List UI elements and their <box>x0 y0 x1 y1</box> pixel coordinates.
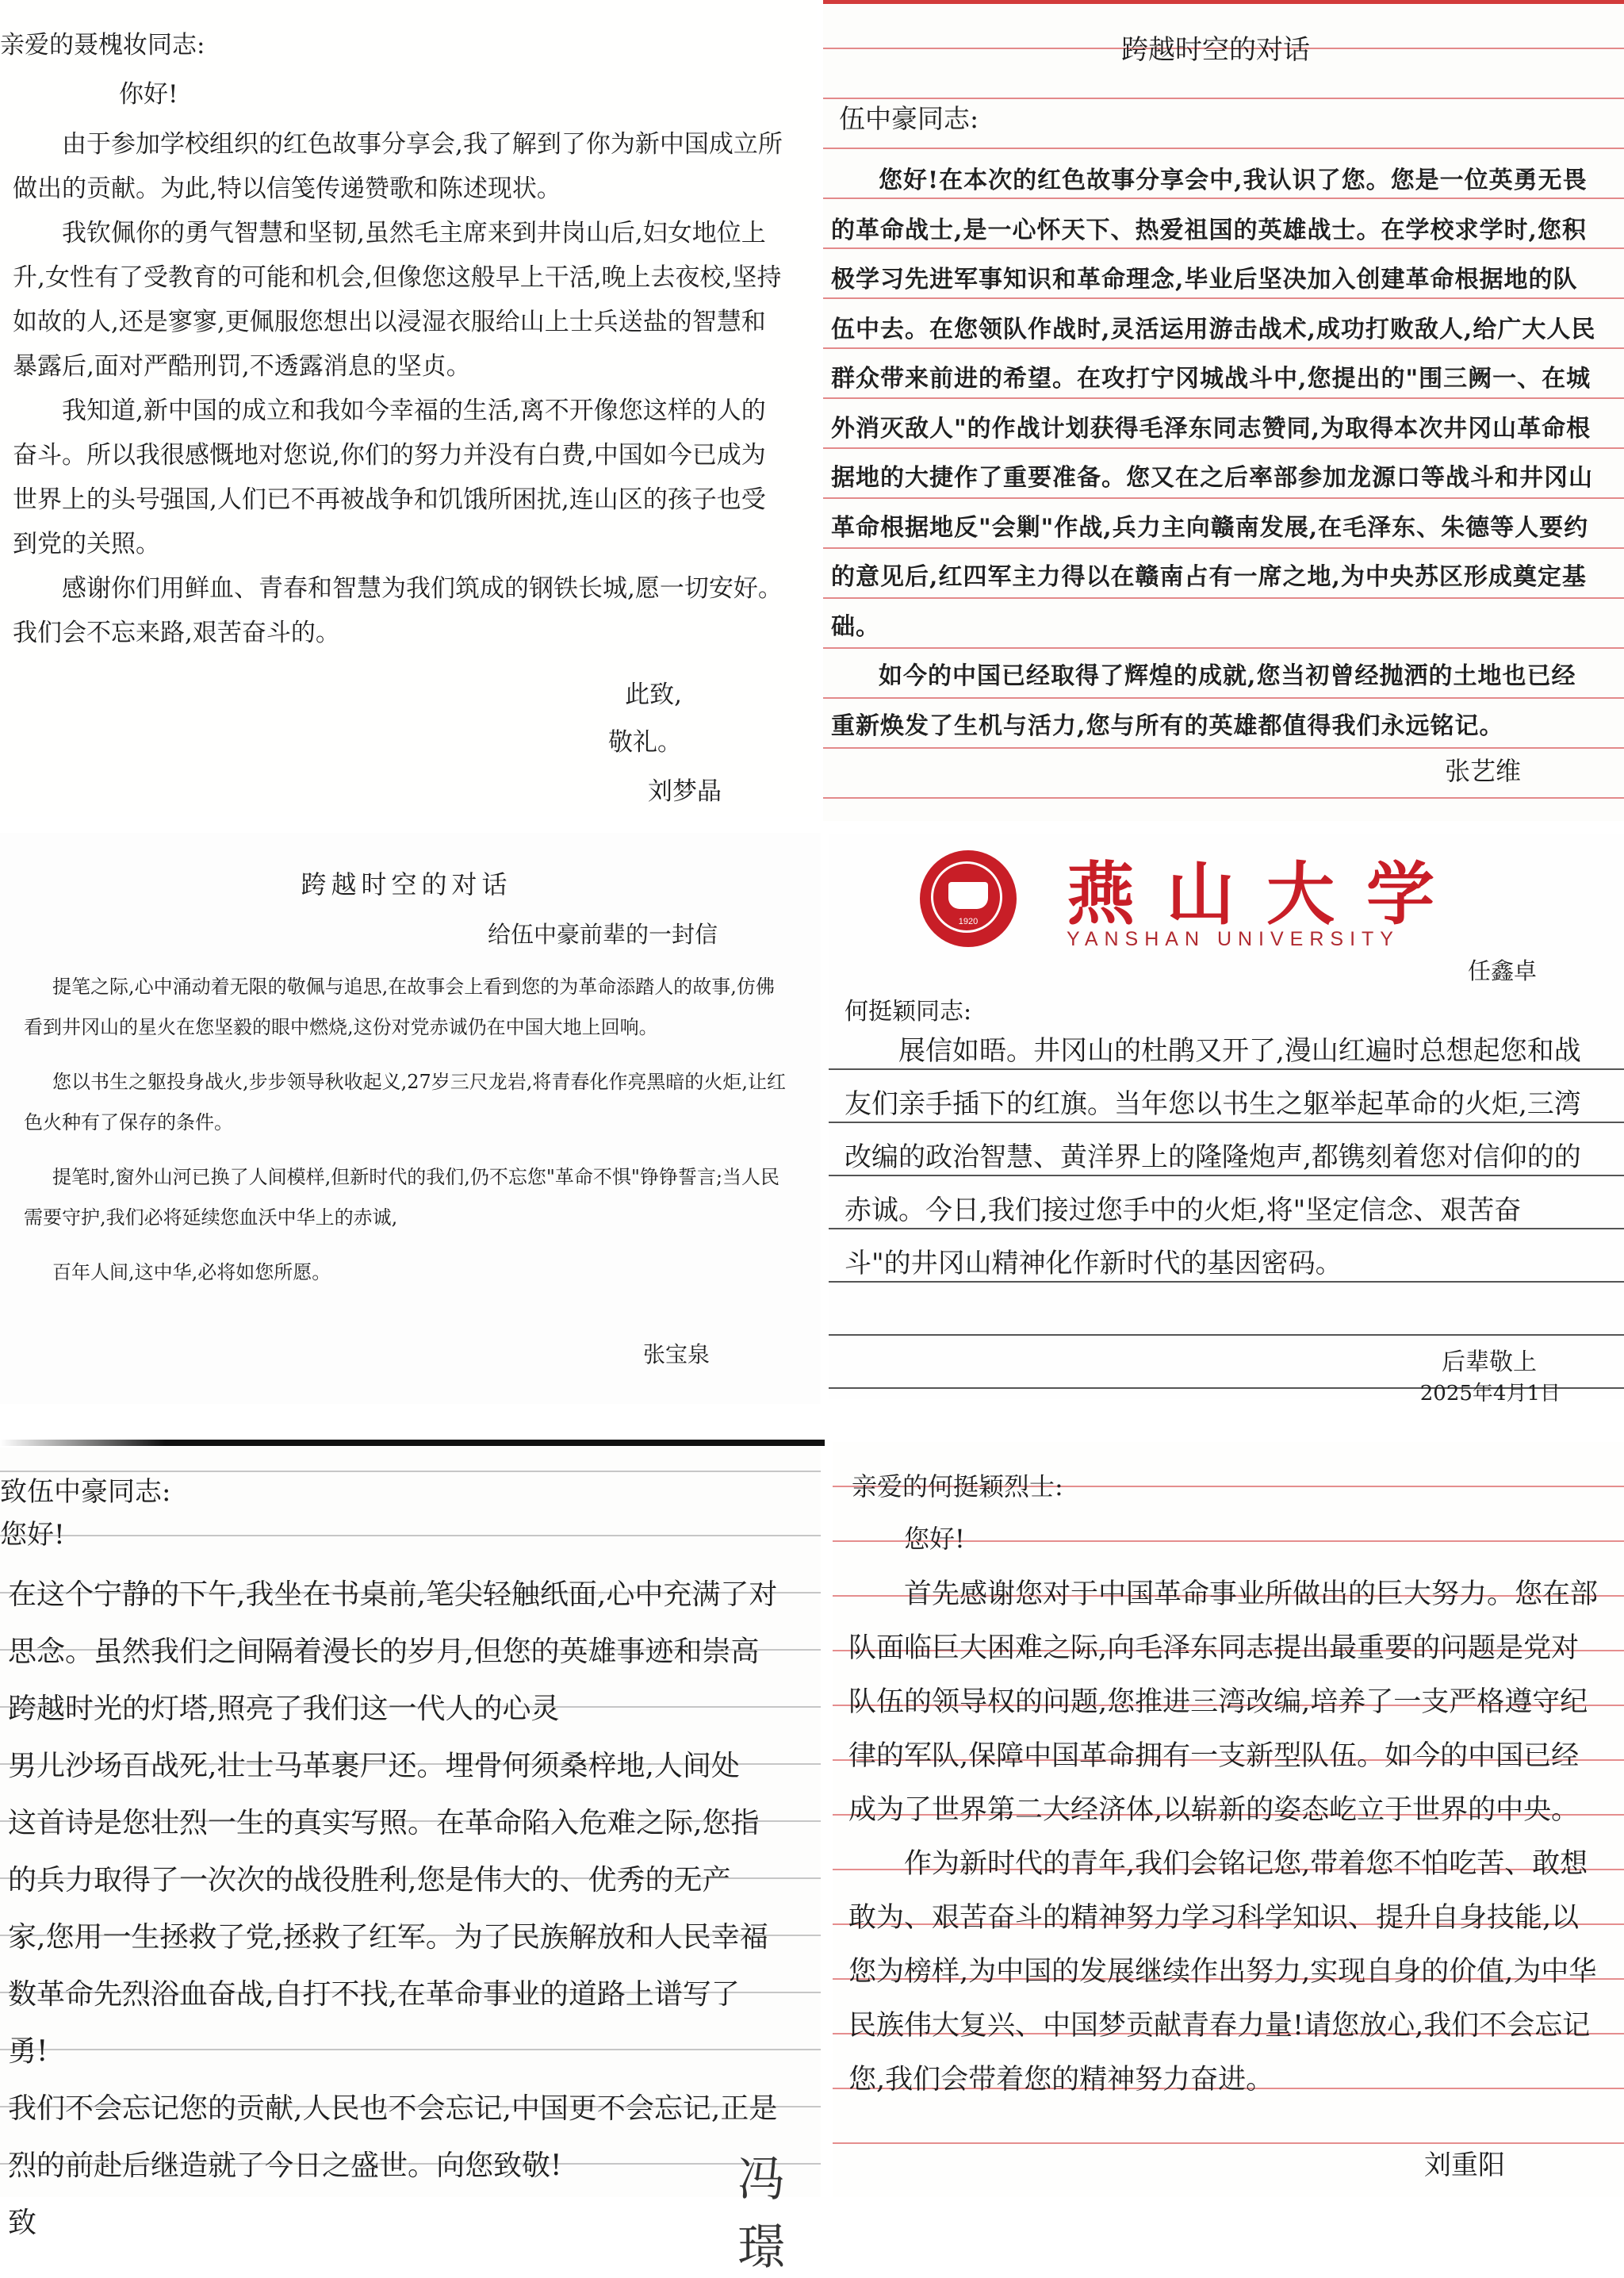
letter-panel-2 <box>823 0 1624 821</box>
letter6-paragraph-1: 首先感谢您对于中国革命事业所做出的巨大努力。您在部队面临巨大困难之际,向毛泽东同志提出最重要的问题是党对队伍的领导权的问题,您推进三湾改编,培养了一支严格遵守纪律的军队,保障中国革命拥有一支新型队伍。如今的中国已经成为了世界第二大经济体,以崭新的姿态屹立于世界的中央。 <box>848 1578 1599 1826</box>
letter4-author: 任鑫卓 <box>1467 957 1537 984</box>
letter5-line: 在这个宁静的下午,我坐在书桌前,笔尖轻触纸面,心中充满了对 <box>8 1578 778 1611</box>
letter3-title: 跨越时空的对话 <box>301 869 512 899</box>
letter2-title: 跨越时空的对话 <box>1121 34 1310 66</box>
letter2-greeting: 伍中豪同志: <box>839 103 979 134</box>
letter5-line: 的兵力取得了一次次的战役胜利,您是伟大的、优秀的无产 <box>8 1864 731 1896</box>
letter1-hello: 你好! <box>119 80 178 109</box>
letter4-paragraph-1: 展信如晤。井冈山的杜鹃又开了,漫山红遍时总想起您和战友们亲手插下的红旗。当年您以书生之躯举起革命的火炬,三湾改编的政治智慧、黄洋界上的隆隆炮声,都镌刻着您对信仰的的赤诚。今日,我们接过您手中的火炬,将"坚定信念、艰苦奋斗"的井冈山精神化作新时代的基因密码。 <box>845 1035 1581 1279</box>
university-name-en: YANSHAN UNIVERSITY <box>1067 928 1400 950</box>
seal-year: 1920 <box>958 917 979 926</box>
letter4-closing: 后辈敬上 <box>1442 1348 1537 1376</box>
letter5-line: 男儿沙场百战死,壮士马革裹尸还。埋骨何须桑梓地,人间处 <box>8 1750 740 1782</box>
letter-panel-4 <box>829 834 1624 1406</box>
letter1-closing-2: 敬礼。 <box>608 728 682 757</box>
letter5-line: 勇! <box>8 2035 48 2068</box>
letter4-greeting: 何挺颖同志: <box>845 998 972 1026</box>
letter5-greeting: 致伍中豪同志: <box>0 1476 171 1508</box>
letter-panel-1 <box>0 0 817 817</box>
letter1-paragraph-3: 我知道,新中国的成立和我如今幸福的生活,离不开像您这样的人的奋斗。所以我很感慨地对您说,你们的努力并没有白费,中国如今已成为世界上的头号强国,人们已不再被战争和饥饿所困扰,连山区的孩子也受到党的关照。 <box>13 397 766 558</box>
letter1-closing-1: 此致, <box>625 681 682 709</box>
letter2-paragraph-1: 您好!在本次的红色故事分享会中,我认识了您。您是一位英勇无畏的革命战士,是一心怀天下、热爱祖国的英雄战士。在学校求学时,您积极学习先进军事知识和革命理念,毕业后坚决加入创建革命根据地的队伍中去。在您领队作战时,灵活运用游击战术,成功打败敌人,给广大人民群众带来前进的希望。在攻打宁冈城战斗中,您提出的"围三阙一、在城外消灭敌人"的作战计划获得毛泽东同志赞同,为取得本次井冈山革命根据地的大捷作了重要准备。您又在之后率部参加龙源口等战斗和井冈山革命根据地反"会剿"作战,兵力主向赣南发展,在毛泽东、朱德等人要约的意见后,红四军主力得以在赣南占有一席之地,为中央苏区形成奠定基础。 <box>831 167 1596 641</box>
letter5-line: 我们不会忘记您的贡献,人民也不会忘记,中国更不会忘记,正是 <box>8 2092 778 2125</box>
university-letterhead <box>845 834 1600 950</box>
letter5-line: 数革命先烈浴血奋战,自打不找,在革命事业的道路上谱写了 <box>8 1978 740 2011</box>
letter5-signature: 冯璟 <box>737 2152 785 2276</box>
letter6-signature: 刘重阳 <box>1424 2150 1505 2181</box>
letter5-line: 思念。虽然我们之间隔着漫长的岁月,但您的英雄事迹和崇高 <box>8 1636 760 1668</box>
letter5-line: 跨越时光的灯塔,照亮了我们这一代人的心灵 <box>8 1693 560 1725</box>
letter1-signature: 刘梦晶 <box>648 777 722 806</box>
letter6-paragraph-2: 作为新时代的青年,我们会铭记您,带着您不怕吃苦、敢想敢为、艰苦奋斗的精神努力学习科学知识、提升自身技能,以您为榜样,为中国的发展继续作出努力,实现自身的价值,为中华民族伟大复兴、中国梦贡献青春力量!请您放心,我们不会忘记您,我们会带着您的精神努力奋进。 <box>848 1848 1597 2096</box>
letter3-paragraph-1: 提笔之际,心中涌动着无限的敬佩与追思,在故事会上看到您的为革命添踏人的故事,仿佛看到井冈山的星火在您坚毅的眼中燃烧,这份对党赤诚仍在中国大地上回响。 <box>24 976 775 1038</box>
university-seal-icon <box>920 850 1017 947</box>
letter1-greeting: 亲爱的聂槐妆同志: <box>0 31 205 59</box>
letter5-line: 致 <box>8 2207 37 2239</box>
letter3-paragraph-3: 提笔时,窗外山河已换了人间模样,但新时代的我们,仍不忘您"革命不惧"铮铮誓言;当人民需要守护,我们必将延续您血沃中华上的赤诚, <box>24 1166 780 1229</box>
letter-panel-6 <box>833 1442 1624 2197</box>
letter5-hello: 您好! <box>0 1519 65 1551</box>
letter5-line: 这首诗是您壮烈一生的真实写照。在革命陷入危难之际,您指 <box>8 1807 760 1839</box>
letter1-paragraph-4: 感谢你们用鲜血、青春和智慧为我们筑成的钢铁长城,愿一切安好。我们会不忘来路,艰苦奋斗的。 <box>13 574 783 647</box>
letter3-paragraph-2: 您以书生之躯投身战火,步步领导秋收起义,27岁三尺龙岩,将青春化作亮黑暗的火炬,让红色火种有了保存的条件。 <box>24 1071 787 1133</box>
letter3-signature: 张宝泉 <box>642 1341 710 1367</box>
letter4-date: 2025年4月1日 <box>1419 1382 1561 1406</box>
letter2-paragraph-2: 如今的中国已经取得了辉煌的成就,您当初曾经抛洒的土地也已经重新焕发了生机与活力,您与所有的英雄都值得我们永远铭记。 <box>831 662 1576 740</box>
letter6-greeting: 亲爱的何挺颖烈士: <box>852 1471 1063 1501</box>
letter3-paragraph-4: 百年人间,这中华,必将如您所愿。 <box>52 1261 331 1283</box>
letter1-paragraph-2: 我钦佩你的勇气智慧和坚韧,虽然毛主席来到井岗山后,妇女地位上升,女性有了受教育的可能和机会,但像您这般早上干活,晚上去夜校,坚持如故的人,还是寥寥,更佩服您想出以浸湿衣服给山上士兵送盐的智慧和暴露后,面对严酷刑罚,不透露消息的坚贞。 <box>13 219 782 381</box>
letter5-line: 家,您用一生拯救了党,拯救了红军。为了民族解放和人民幸福 <box>8 1921 768 1954</box>
letter-panel-3 <box>0 833 821 1404</box>
letter3-subtitle: 给伍中豪前辈的一封信 <box>487 921 718 948</box>
section-divider <box>0 1440 825 1446</box>
letter2-signature: 张艺维 <box>1444 756 1521 786</box>
letter5-line: 烈的前赴后继造就了今日之盛世。向您致敬! <box>8 2150 562 2182</box>
letter6-hello: 您好! <box>904 1524 965 1554</box>
letter1-paragraph-1: 由于参加学校组织的红色故事分享会,我了解到了你为新中国成立所做出的贡献。为此,特以信笺传递赞歌和陈述现状。 <box>13 130 783 203</box>
university-name-cn: 燕山大学 <box>1067 854 1466 934</box>
letter-panel-5 <box>0 1448 821 2276</box>
